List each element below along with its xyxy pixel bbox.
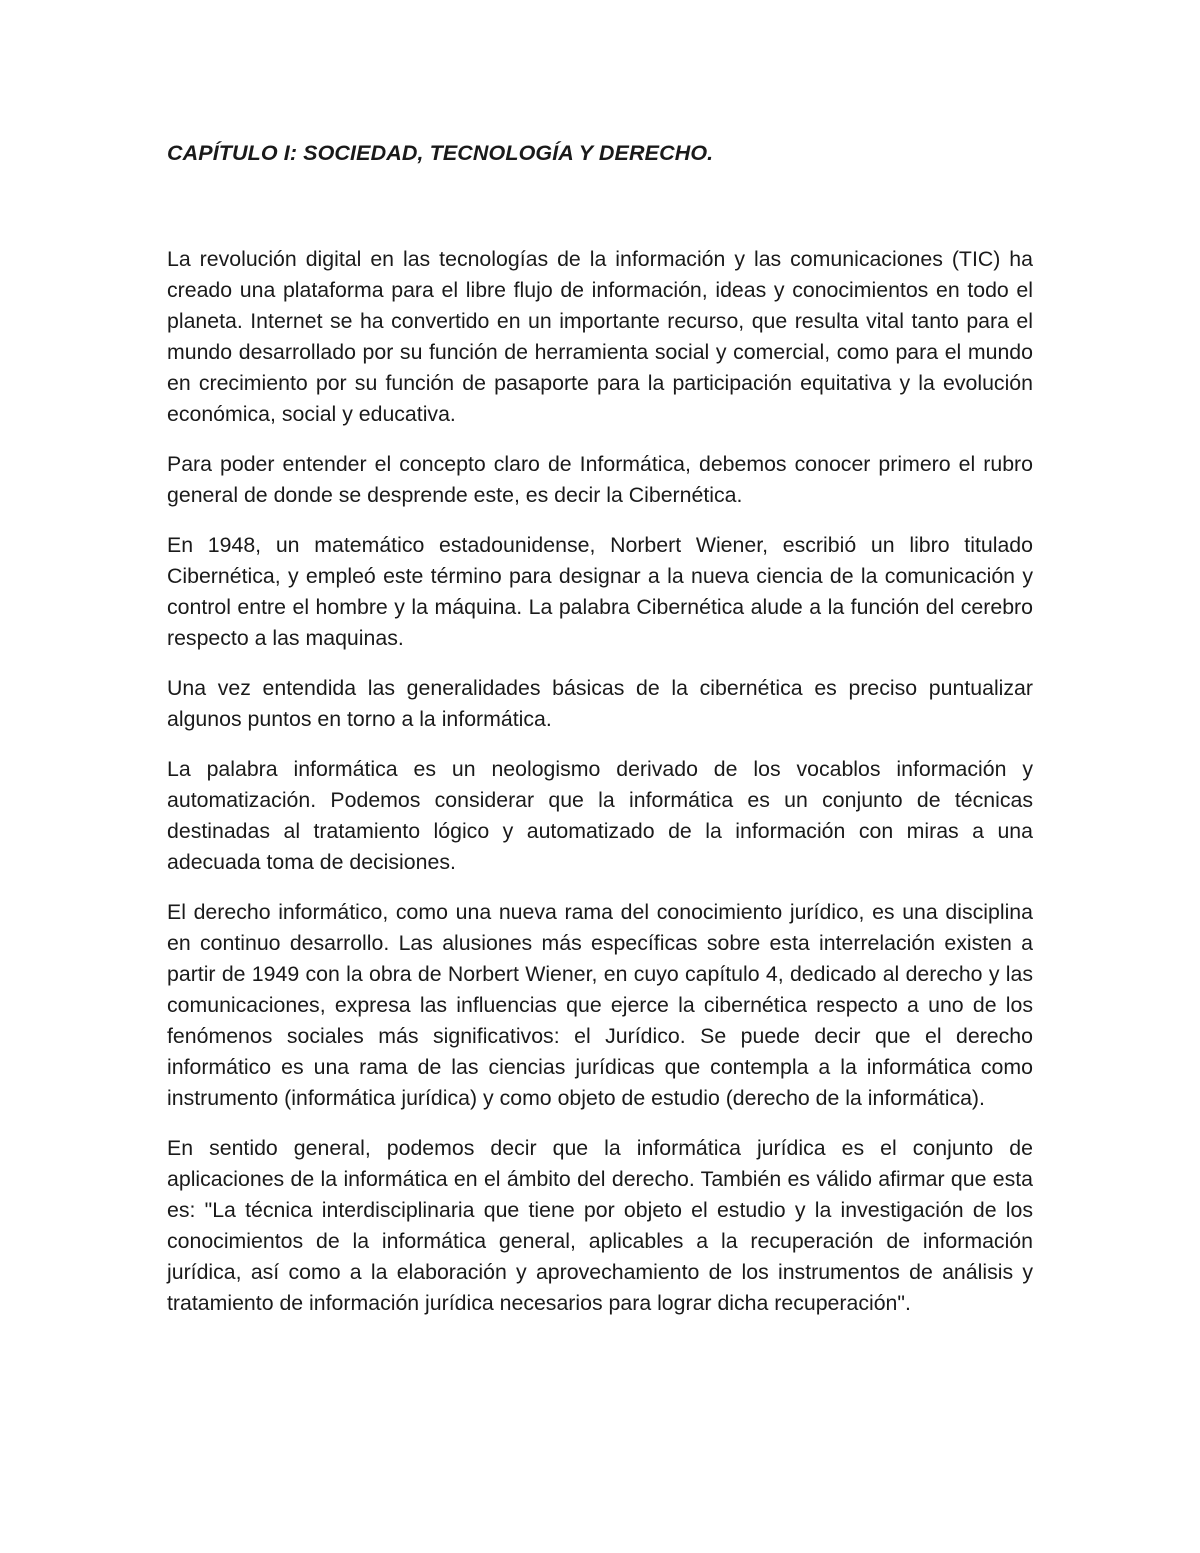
paragraph-neologismo: La palabra informática es un neologismo derivado de los vocablos información y automatización. Podemos considerar que la informática es un conjunto de técnicas destinadas al tratamiento lógico y automatizado de la información con miras a una adecuada toma de decisiones. — [167, 757, 1033, 874]
document-body — [167, 138, 1033, 1338]
paragraph-informatica-juridica: En sentido general, podemos decir que la informática jurídica es el conjunto de aplicaciones de la informática en el ámbito del derecho. También es válido afirmar que esta es: "La técnica interdisciplinaria que tiene por objeto el estudio y la investigación de los conocimientos de la informática general, aplicables a la recuperación de información jurídica, así como a la elaboración y aprovechamiento de los instrumentos de análisis y tratamiento de información jurídica necesarios para lograr dicha recuperación". — [167, 1136, 1033, 1315]
paragraph-informatica-concept: Para poder entender el concepto claro de Informática, debemos conocer primero el rubro general de donde se desprende este, es decir la Cibernética. — [167, 452, 1033, 507]
paragraph-wiener-cibernetica: En 1948, un matemático estadounidense, Norbert Wiener, escribió un libro titulado Cibernética, y empleó este término para designar a la nueva ciencia de la comunicación y control entre el hombre y la máquina. La palabra Cibernética alude a la función del cerebro respecto a las maquinas. — [167, 533, 1033, 650]
paragraph-generalidades: Una vez entendida las generalidades básicas de la cibernética es preciso puntualizar algunos puntos en torno a la informática. — [167, 676, 1033, 731]
paragraph-tic-revolution: La revolución digital en las tecnologías de la información y las comunicaciones (TIC) ha creado una plataforma para el libre flujo de información, ideas y conocimientos en todo el planeta. Internet se ha convertido en un importante recurso, que resulta vital tanto para el mundo desarrollado por su función de herramienta social y comercial, como para el mundo en crecimiento por su función de pasaporte para la participación equitativa y la evolución económica, social y educativa. — [167, 247, 1033, 426]
chapter-title: CAPÍTULO I: SOCIEDAD, TECNOLOGÍA Y DERECHO. — [167, 141, 714, 165]
paragraph-derecho-informatico: El derecho informático, como una nueva rama del conocimiento jurídico, es una disciplina en continuo desarrollo. Las alusiones más específicas sobre esta interrelación existen a partir de 1949 con la obra de Norbert Wiener, en cuyo capítulo 4, dedicado al derecho y las comunicaciones, expresa las influencias que ejerce la cibernética respecto a uno de los fenómenos sociales más significativos: el Jurídico. Se puede decir que el derecho informático es una rama de las ciencias jurídicas que contempla a la informática como instrumento (informática jurídica) y como objeto de estudio (derecho de la informática). — [167, 900, 1033, 1110]
